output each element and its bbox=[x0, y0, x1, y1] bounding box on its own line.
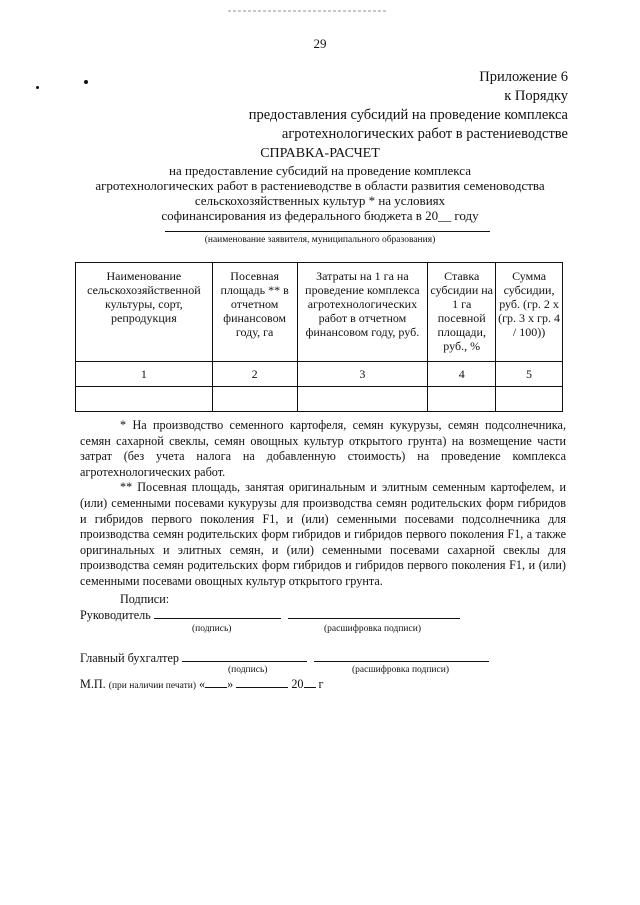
applicant-caption: (наименование заявителя, муниципального образования) bbox=[204, 235, 436, 245]
column-number: 5 bbox=[496, 362, 563, 387]
header-crop-name: Наименование сельскохозяйственной культуры, сорт, репродукция bbox=[76, 263, 213, 362]
date-open-quote: « bbox=[199, 677, 206, 691]
stamp-date-row bbox=[80, 676, 324, 692]
appendix-reference bbox=[249, 68, 568, 144]
title-line: сельскохозяйственных культур * на условиях bbox=[194, 193, 446, 208]
table-cell[interactable] bbox=[496, 387, 563, 412]
table-cell[interactable] bbox=[212, 387, 297, 412]
year-field[interactable] bbox=[304, 676, 316, 688]
document-title bbox=[60, 145, 580, 223]
page-number: 29 bbox=[313, 36, 327, 51]
accountant-signature-row bbox=[80, 650, 489, 666]
accountant-signature-field[interactable] bbox=[182, 650, 307, 662]
stamp-note: (при наличии печати) bbox=[108, 681, 196, 691]
title-line: на предоставление субсидий на проведение комплекса bbox=[168, 163, 471, 178]
appendix-line: Приложение 6 bbox=[479, 69, 568, 85]
head-label: Руководитель bbox=[80, 608, 151, 622]
scan-dot bbox=[36, 86, 39, 89]
table-cell[interactable] bbox=[297, 387, 428, 412]
appendix-line: агротехнологических работ в растениеводстве bbox=[281, 126, 568, 142]
header-subsidy-sum: Сумма субсидии, руб. (гр. 2 х (гр. 3 х гр. 4 / 100)) bbox=[496, 263, 563, 362]
header-sown-area: Посевная площадь ** в отчетном финансовом году, га bbox=[212, 263, 297, 362]
calculation-table bbox=[75, 262, 563, 412]
column-number: 2 bbox=[212, 362, 297, 387]
scan-artifact bbox=[228, 10, 388, 12]
head-decode-field[interactable] bbox=[288, 607, 460, 619]
head-signature-field[interactable] bbox=[154, 607, 281, 619]
signature-caption: (подпись) bbox=[192, 624, 232, 634]
column-number: 3 bbox=[297, 362, 428, 387]
appendix-line: к Порядку bbox=[504, 88, 568, 104]
accountant-label: Главный бухгалтер bbox=[80, 651, 180, 665]
day-field[interactable] bbox=[205, 676, 227, 688]
title-line: агротехнологических работ в растениеводстве в области развития семеноводства bbox=[95, 178, 545, 193]
table-row bbox=[76, 387, 563, 412]
stamp-label: М.П. bbox=[80, 677, 106, 691]
appendix-line: предоставления субсидий на проведение комплекса bbox=[248, 107, 568, 123]
signatures-heading: Подписи: bbox=[120, 592, 170, 606]
footnote-1: * На производство семенного картофеля, семян кукурузы, семян подсолнечника, семян сахарной свеклы, семян овощных культур открытого грунта) на возмещение части затрат (без учета налога на добавленную стоимость) на проведение комплекса агротехнологических работ. bbox=[80, 418, 566, 479]
footnote-2: ** Посевная площадь, занятая оригинальным и элитным семенным картофелем, и (или) семенными посевами кукурузы для производства семян родительских форм гибридов и гибридов первого поколения F1, и (или) семенными посевами подсолнечника для производства семян родительских форм гибридов и гибридов первого поколения F1, а также оригинальных и элитных семян, и (или) семенными посевами сахарной свеклы для производства семян родительских форм гибридов и гибридов первого поколения F1, и (или) семенными посевами овощных культур открытого грунта. bbox=[80, 480, 566, 588]
accountant-decode-field[interactable] bbox=[314, 650, 489, 662]
decode-caption: (расшифровка подписи) bbox=[352, 665, 449, 675]
table-cell[interactable] bbox=[428, 387, 496, 412]
column-number: 4 bbox=[428, 362, 496, 387]
applicant-name-field[interactable] bbox=[165, 231, 490, 232]
title-main: СПРАВКА-РАСЧЕТ bbox=[260, 146, 380, 161]
column-number-row bbox=[76, 362, 563, 387]
date-close-quote: » bbox=[227, 677, 234, 691]
table-cell[interactable] bbox=[76, 387, 213, 412]
header-costs-per-ha: Затраты на 1 га на проведение комплекса агротехнологических работ в отчетном финансовом году, руб. bbox=[297, 263, 428, 362]
footnotes bbox=[80, 418, 566, 590]
title-line: софинансирования из федерального бюджета в 20__ году bbox=[161, 208, 479, 223]
decode-caption: (расшифровка подписи) bbox=[324, 624, 421, 634]
scan-dot bbox=[84, 80, 88, 84]
head-signature-row bbox=[80, 607, 460, 623]
month-field[interactable] bbox=[236, 676, 288, 688]
signature-caption: (подпись) bbox=[228, 665, 268, 675]
header-subsidy-rate: Ставка субсидии на 1 га посевной площади, руб., % bbox=[428, 263, 496, 362]
table-header-row bbox=[76, 263, 563, 362]
year-prefix: 20 bbox=[291, 677, 304, 691]
year-suffix: г bbox=[318, 677, 324, 691]
column-number: 1 bbox=[76, 362, 213, 387]
